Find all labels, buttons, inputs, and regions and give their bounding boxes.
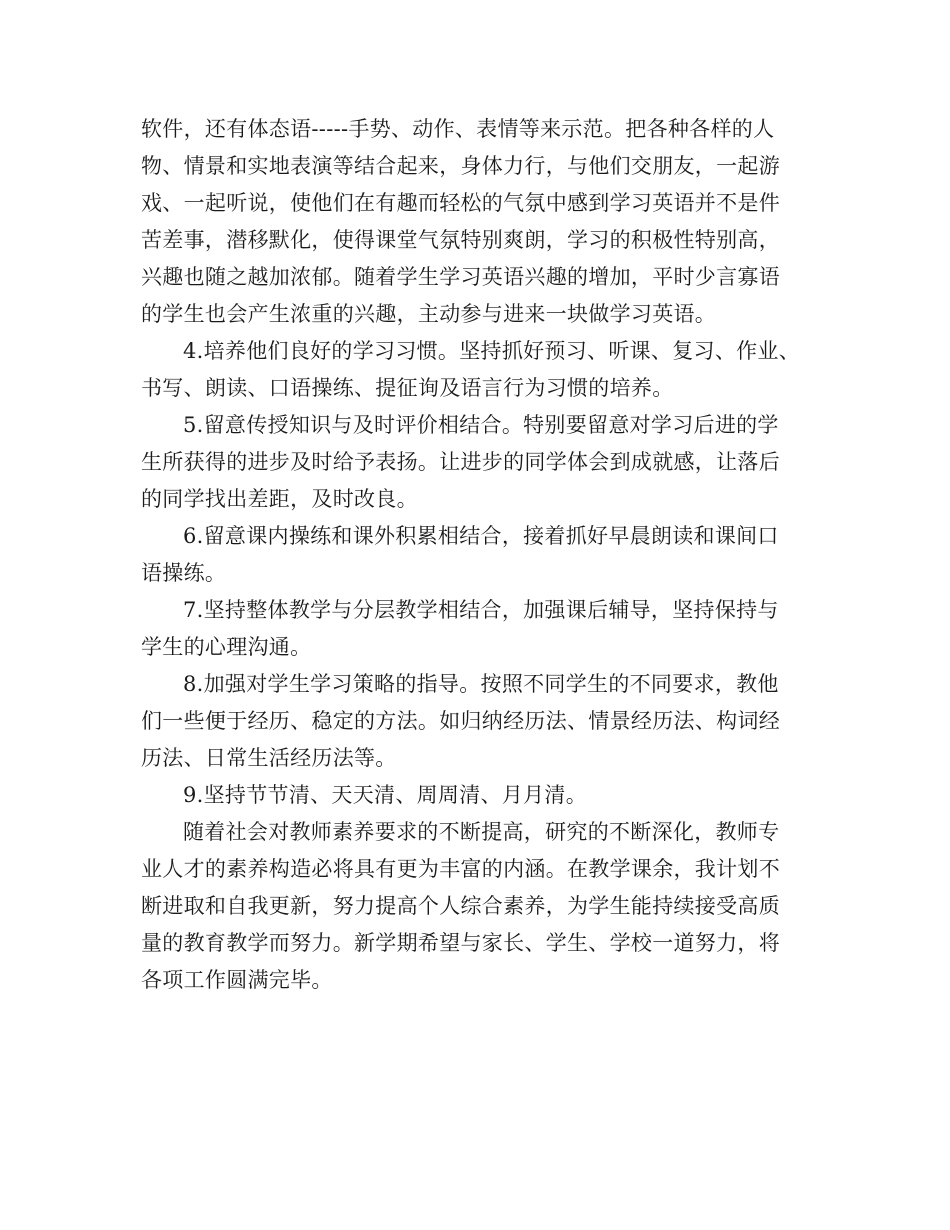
text-line: 各项工作圆满完毕。 (141, 968, 333, 992)
text-line: 苦差事，潜移默化，使得课堂气氛特别爽朗，学习的积极性特别高， (141, 228, 780, 252)
list-item-7: 7.坚持整体教学与分层教学相结合，加强课后辅导，坚持保持与 (183, 598, 779, 622)
text-line: 的学生也会产生浓重的兴趣，主动参与进来一块做学习英语。 (141, 302, 717, 326)
text-line: 物、情景和实地表演等结合起来，身体力行，与他们交朋友，一起游 (141, 154, 780, 178)
text-line: 业人才的素养构造必将具有更为丰富的内涵。在教学课余，我计划不 (141, 857, 780, 881)
text-line: 的同学找出差距，及时改良。 (141, 487, 418, 511)
text-line: 历法、日常生活经历法等。 (141, 746, 397, 770)
document-body (141, 111, 841, 999)
text-line: 兴趣也随之越加浓郁。随着学生学习英语兴趣的增加，平时少言寡语 (141, 265, 780, 289)
list-item-6: 6.留意课内操练和课外积累相结合，接着抓好早晨朗读和课间口 (183, 524, 779, 548)
closing-paragraph-start: 随着社会对教师素养要求的不断提高，研究的不断深化，教师专 (183, 820, 780, 844)
text-line: 们一些便于经历、稳定的方法。如归纳经历法、情景经历法、构词经 (141, 709, 780, 733)
text-line: 软件，还有体态语-----手势、动作、表情等来示范。把各种各样的人 (141, 117, 775, 141)
text-line: 量的教育教学而努力。新学期希望与家长、学生、学校一道努力，将 (141, 931, 780, 955)
list-item-4: 4.培养他们良好的学习习惯。坚持抓好预习、听课、复习、作业、 (183, 339, 801, 363)
list-item-9: 9.坚持节节清、天天清、周周清、月月清。 (183, 783, 588, 807)
text-line: 断进取和自我更新，努力提高个人综合素养，为学生能持续接受高质 (141, 894, 780, 918)
text-line: 书写、朗读、口语操练、提征询及语言行为习惯的培养。 (141, 376, 674, 400)
text-line: 学生的心理沟通。 (141, 635, 312, 659)
text-line: 语操练。 (141, 561, 227, 585)
list-item-5: 5.留意传授知识与及时评价相结合。特别要留意对学习后进的学 (183, 413, 779, 437)
text-line: 戏、一起听说，使他们在有趣而轻松的气氛中感到学习英语并不是件 (141, 191, 780, 215)
text-line: 生所获得的进步及时给予表扬。让进步的同学体会到成就感，让落后 (141, 450, 780, 474)
list-item-8: 8.加强对学生学习策略的指导。按照不同学生的不同要求，教他 (183, 672, 779, 696)
